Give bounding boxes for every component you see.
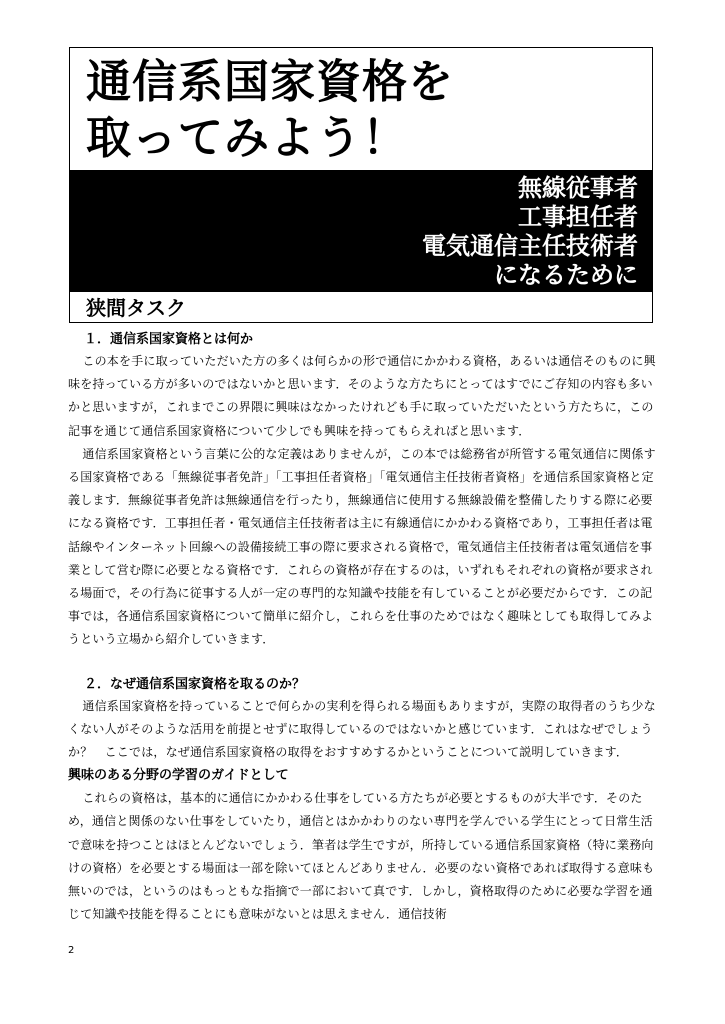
subsection-paragraph-1: これらの資格は，基本的に通信にかかわる仕事をしている方たちが必要とするものが大半です．そのため，通信と関係のない仕事をしていたり，通信とはかかわりのない専門を学んでいる学生にとって日常生活で意味を持つことはほとんどないでしょう．筆者は学生ですが，所持している通信系国家資格（特に業務向けの資格）を必要とする場面は一部を除いてほとんどありません．必要のない資格であれば取得する意味も無いのでは，というのはもっともな指摘で一部において真です．しかし，資格取得のために必要な学習を通じて知識や技能を得ることにも意味がないとは思えません．通信技術 bbox=[68, 791, 655, 922]
article-title-line-1: 通信系国家資格を bbox=[86, 55, 455, 108]
section-heading-1: １．通信系国家資格とは何か bbox=[84, 332, 254, 347]
subtitle-line-3: 電気通信主任技術者 bbox=[422, 232, 638, 260]
section-heading-2: ２．なぜ通信系国家資格を取るのか？ bbox=[84, 676, 306, 692]
section-gap bbox=[68, 652, 656, 674]
section-1-paragraph-2: 通信系国家資格という言葉に公的な定義はありませんが，この本では総務省が所管する電気通信に関係する国家資格である「無線従事者免許」「工事担任者資格」「電気通信主任技術者資格」を通信系国家資格と定義します．無線従事者免許は無線通信を行ったり，無線通信に使用する無線設備を整備したりする際に必要になる資格です．工事担任者・電気通信主任技術者は主に有線通信にかかわる資格であり，工事担任者は電話線やインターネット回線への設備接続工事の際に要求される資格で，電気通信主任技術者は電気通信を事業として営む際に必要となる資格です．これらの資格が存在するのは，いずれもそれぞれの資格が要求される場面で，その行為に従事する人が一定の専門的な知識や技能を有していることが必要だからです．この記事では，各通信系国家資格について簡単に紹介し，これらを仕事のためではなく趣味としても取得してみようという立場から紹介していきます． bbox=[68, 446, 656, 647]
article-body bbox=[68, 329, 656, 926]
article-title-line-2: 取ってみよう！ bbox=[86, 111, 409, 164]
author-name: 狭間タスク bbox=[86, 296, 186, 320]
page-number: 2 bbox=[68, 945, 75, 956]
section-2-paragraph-1: 通信系国家資格を持っていることで何らかの実利を得られる場面もありますが，実際の取得者のうち少なくない人がそのような活用を前提とせずに取得しているのではないかと感じています．これはなぜでしょうか？ ここでは，なぜ通信系国家資格の取得をおすすめするかということについて説明していきます． bbox=[68, 698, 656, 760]
subtitle-band bbox=[70, 170, 652, 292]
subtitle-line-4: になるために bbox=[494, 261, 638, 289]
subtitle-line-2: 工事担任者 bbox=[518, 203, 638, 231]
article-title bbox=[86, 54, 454, 166]
title-box bbox=[69, 47, 653, 323]
subtitle-line-1: 無線従事者 bbox=[518, 174, 638, 202]
subsection-heading: 興味のある分野の学習のガイドとして bbox=[68, 768, 289, 784]
section-1-paragraph-1: この本を手に取っていただいた方の多くは何らかの形で通信にかかわる資格，あるいは通信そのものに興味を持っている方が多いのではないかと思います．そのような方たちにとってはすでにご存知の内容も多いかと思いますが，これまでこの界隈に興味はなかったけれども手に取っていただいたという方たちに，この記事を通じて通信系国家資格について少しでも興味を持ってもらえればと思います． bbox=[68, 354, 656, 438]
